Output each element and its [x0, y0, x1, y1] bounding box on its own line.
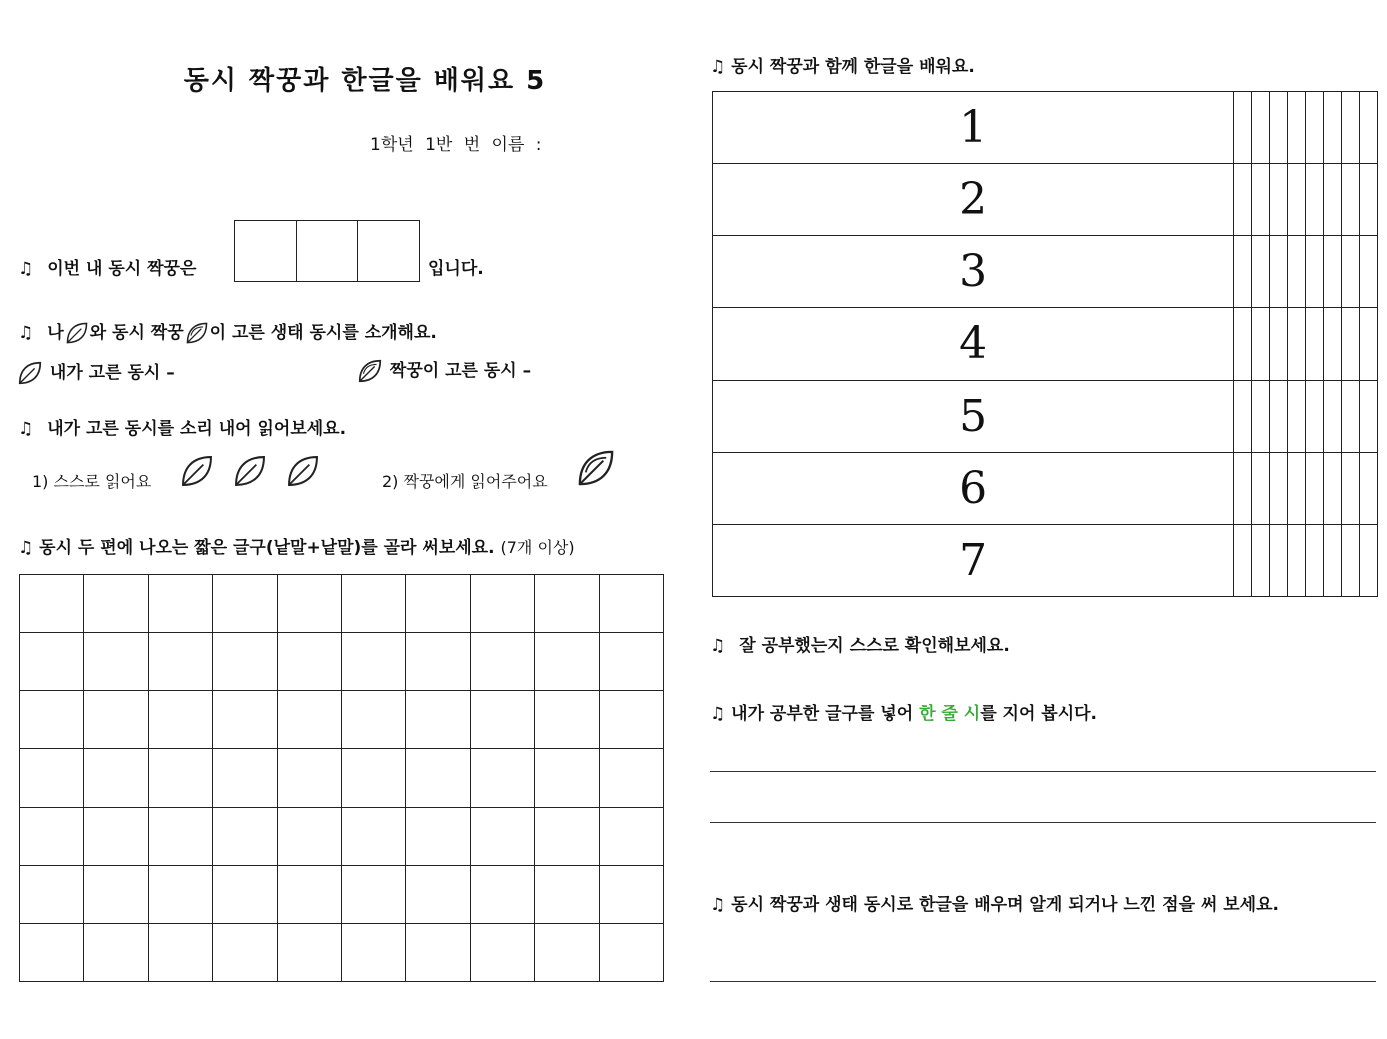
grid-cell[interactable] — [535, 807, 599, 865]
poem-write-line-1[interactable] — [710, 771, 1376, 772]
grid-cell[interactable] — [1252, 164, 1270, 236]
leaf-icon — [16, 359, 44, 387]
grid-cell[interactable] — [1234, 380, 1252, 452]
grid-cell[interactable] — [20, 633, 84, 691]
page-title: 동시 짝꿍과 한글을 배워요 5 — [183, 66, 547, 96]
music-note-icon: ♫ — [18, 259, 34, 279]
grid-cell[interactable] — [470, 865, 534, 923]
grid-cell[interactable] — [20, 749, 84, 807]
grid-cell[interactable] — [277, 807, 341, 865]
music-note-icon: ♫ — [710, 636, 726, 656]
grid-cell[interactable] — [599, 807, 663, 865]
grid-cell[interactable] — [1359, 92, 1377, 164]
grid-cell[interactable] — [341, 865, 405, 923]
music-note-icon: ♫ — [710, 895, 726, 915]
row-number: 1 — [713, 92, 1234, 164]
grid-cell[interactable] — [213, 633, 277, 691]
grid-cell[interactable] — [213, 923, 277, 981]
grid-cell[interactable] — [1306, 452, 1324, 524]
grid-cell[interactable] — [213, 807, 277, 865]
grid-cell[interactable] — [84, 865, 148, 923]
grid-cell[interactable] — [1252, 92, 1270, 164]
grid-cell[interactable] — [1306, 164, 1324, 236]
partner-poem-label — [356, 356, 531, 385]
grid-cell[interactable] — [1306, 380, 1324, 452]
poem-suffix: 를 지어 봅시다. — [980, 704, 1098, 724]
row-number: 5 — [713, 380, 1234, 452]
grid-cell[interactable] — [148, 923, 212, 981]
grid-cell[interactable] — [1342, 308, 1360, 380]
my-poem-text: 내가 고른 동시 – — [49, 363, 175, 383]
self-check-heading — [710, 631, 1010, 656]
intro-line — [18, 318, 437, 346]
grid-cell[interactable] — [1324, 452, 1342, 524]
grid-cell[interactable] — [1288, 92, 1306, 164]
grid-cell[interactable] — [213, 691, 277, 749]
leaf-icon[interactable] — [284, 452, 322, 490]
grid-row — [20, 691, 664, 749]
partner-prefix: 이번 내 동시 짝꿍은 — [47, 259, 197, 279]
grid-cell[interactable] — [1359, 380, 1377, 452]
name-box-2[interactable] — [297, 221, 359, 281]
read-self-leaves[interactable] — [178, 452, 322, 494]
grid-cell[interactable] — [599, 923, 663, 981]
grid-cell[interactable] — [535, 749, 599, 807]
grid-cell[interactable] — [535, 575, 599, 633]
grid-cell[interactable] — [1270, 164, 1288, 236]
grid-cell[interactable] — [1324, 164, 1342, 236]
grid-row — [713, 164, 1378, 236]
grid-cell[interactable] — [599, 865, 663, 923]
partner-name-boxes[interactable] — [234, 220, 420, 282]
grid-title — [710, 52, 975, 77]
grid-cell[interactable] — [148, 807, 212, 865]
grid-cell[interactable] — [1270, 92, 1288, 164]
grid-cell[interactable] — [1359, 164, 1377, 236]
grid-cell[interactable] — [406, 865, 470, 923]
partner-poem-text: 짝꿍이 고른 동시 – — [389, 361, 532, 381]
grid-cell[interactable] — [213, 749, 277, 807]
grid-cell[interactable] — [341, 807, 405, 865]
grid-cell[interactable] — [535, 633, 599, 691]
grid-row — [20, 749, 664, 807]
poem-highlight: 한 줄 시 — [919, 704, 981, 724]
row-number: 7 — [713, 524, 1234, 596]
grid-cell[interactable] — [341, 691, 405, 749]
grid-cell[interactable] — [148, 633, 212, 691]
writing-grid-left[interactable] — [19, 574, 664, 982]
grid-cell[interactable] — [1342, 380, 1360, 452]
write-words-heading — [18, 533, 575, 558]
grid-cell[interactable] — [84, 749, 148, 807]
grid-cell[interactable] — [1252, 236, 1270, 308]
grid-cell[interactable] — [1234, 524, 1252, 596]
reflection-write-line[interactable] — [710, 981, 1376, 982]
grid-cell[interactable] — [84, 807, 148, 865]
grid-cell[interactable] — [148, 691, 212, 749]
class-name-line: 1학년 1반 번 이름 : — [370, 135, 542, 155]
grid-cell[interactable] — [341, 749, 405, 807]
grid-cell[interactable] — [535, 691, 599, 749]
grid-cell[interactable] — [1234, 92, 1252, 164]
self-check-text: 잘 공부했는지 스스로 확인해보세요. — [739, 636, 1010, 656]
grid-cell[interactable] — [1359, 308, 1377, 380]
grid-cell[interactable] — [277, 923, 341, 981]
grid-cell[interactable] — [1270, 524, 1288, 596]
grid-cell[interactable] — [1342, 524, 1360, 596]
leaf-icon — [356, 357, 384, 385]
grid-row — [20, 923, 664, 981]
read-self-label: 1) 스스로 읽어요 — [32, 472, 152, 491]
grid-cell[interactable] — [277, 691, 341, 749]
grid-row — [20, 865, 664, 923]
grid-cell[interactable] — [1359, 452, 1377, 524]
intro-text-c: 이 고른 생태 동시를 소개해요. — [209, 323, 437, 343]
grid-cell[interactable] — [1288, 164, 1306, 236]
grid-cell[interactable] — [1270, 236, 1288, 308]
name-box-1[interactable] — [235, 221, 297, 281]
grid-cell[interactable] — [1324, 524, 1342, 596]
poem-heading — [710, 699, 1097, 724]
grid-cell[interactable] — [470, 923, 534, 981]
grid-cell[interactable] — [213, 865, 277, 923]
grid-cell[interactable] — [148, 865, 212, 923]
grid-cell[interactable] — [1324, 236, 1342, 308]
grid-cell[interactable] — [213, 575, 277, 633]
grid-cell[interactable] — [1270, 452, 1288, 524]
partner-suffix: 입니다. — [428, 259, 484, 279]
grid-cell[interactable] — [277, 633, 341, 691]
grid-cell[interactable] — [1288, 236, 1306, 308]
music-note-icon: ♫ — [710, 57, 726, 77]
grid-cell[interactable] — [20, 923, 84, 981]
grid-cell[interactable] — [1252, 308, 1270, 380]
grid-cell[interactable] — [1252, 524, 1270, 596]
grid-cell[interactable] — [470, 691, 534, 749]
grid-cell[interactable] — [277, 865, 341, 923]
grid-cell[interactable] — [341, 633, 405, 691]
grid-cell[interactable] — [148, 749, 212, 807]
grid-cell[interactable] — [1359, 524, 1377, 596]
grid-cell[interactable] — [20, 807, 84, 865]
grid-title-text: 동시 짝꿍과 함께 한글을 배워요. — [731, 57, 975, 77]
grid-cell[interactable] — [277, 575, 341, 633]
grid-cell[interactable] — [341, 923, 405, 981]
grid-row — [713, 236, 1378, 308]
row-number: 4 — [713, 308, 1234, 380]
row-number: 6 — [713, 452, 1234, 524]
grid-cell[interactable] — [84, 923, 148, 981]
grid-cell[interactable] — [1342, 164, 1360, 236]
grid-cell[interactable] — [1288, 524, 1306, 596]
grid-cell[interactable] — [599, 691, 663, 749]
write-words-note: (7개 이상) — [500, 538, 575, 557]
grid-cell[interactable] — [1270, 308, 1288, 380]
grid-row — [20, 633, 664, 691]
grid-cell[interactable] — [470, 575, 534, 633]
grid-row — [20, 575, 664, 633]
leaf-icon[interactable] — [231, 452, 269, 490]
grid-row — [713, 452, 1378, 524]
grid-cell[interactable] — [1324, 92, 1342, 164]
row-number: 3 — [713, 236, 1234, 308]
grid-cell[interactable] — [1234, 164, 1252, 236]
grid-cell[interactable] — [535, 923, 599, 981]
grid-cell[interactable] — [148, 575, 212, 633]
read-partner-label: 2) 짝꿍에게 읽어주어요 — [382, 472, 548, 491]
grid-cell[interactable] — [1359, 236, 1377, 308]
intro-text-a: 나 — [47, 323, 64, 343]
grid-cell[interactable] — [406, 691, 470, 749]
grid-cell[interactable] — [1288, 452, 1306, 524]
partner-line — [18, 254, 196, 279]
writing-grid-right[interactable] — [712, 91, 1378, 597]
music-note-icon: ♫ — [18, 538, 34, 558]
grid-cell[interactable] — [20, 691, 84, 749]
grid-row — [713, 92, 1378, 164]
grid-cell[interactable] — [1306, 92, 1324, 164]
grid-cell[interactable] — [20, 865, 84, 923]
grid-cell[interactable] — [1252, 380, 1270, 452]
grid-cell[interactable] — [470, 633, 534, 691]
grid-cell[interactable] — [20, 575, 84, 633]
music-note-icon: ♫ — [710, 704, 726, 724]
grid-cell[interactable] — [406, 923, 470, 981]
my-poem-label — [16, 358, 175, 387]
grid-cell[interactable] — [1342, 92, 1360, 164]
grid-cell[interactable] — [1288, 308, 1306, 380]
grid-cell[interactable] — [406, 807, 470, 865]
grid-cell[interactable] — [470, 807, 534, 865]
grid-row — [713, 524, 1378, 596]
read-aloud-text: 내가 고른 동시를 소리 내어 읽어보세요. — [47, 419, 347, 439]
grid-cell[interactable] — [1324, 308, 1342, 380]
grid-cell[interactable] — [599, 633, 663, 691]
reflection-heading — [710, 890, 1279, 915]
grid-cell[interactable] — [406, 633, 470, 691]
grid-cell[interactable] — [1342, 452, 1360, 524]
leaf-icon — [64, 320, 90, 346]
leaf-icon — [184, 320, 210, 346]
intro-text-b: 와 동시 짝꿍 — [89, 323, 184, 343]
grid-cell[interactable] — [1252, 452, 1270, 524]
grid-cell[interactable] — [341, 575, 405, 633]
grid-cell[interactable] — [535, 865, 599, 923]
music-note-icon: ♫ — [18, 323, 34, 343]
poem-write-line-2[interactable] — [710, 822, 1376, 823]
grid-cell[interactable] — [470, 749, 534, 807]
grid-cell[interactable] — [1342, 236, 1360, 308]
grid-cell[interactable] — [406, 575, 470, 633]
grid-cell[interactable] — [599, 749, 663, 807]
row-number: 2 — [713, 164, 1234, 236]
grid-cell[interactable] — [1234, 308, 1252, 380]
grid-row — [20, 807, 664, 865]
leaf-icon[interactable] — [574, 446, 618, 490]
grid-cell[interactable] — [1234, 452, 1252, 524]
grid-cell[interactable] — [84, 691, 148, 749]
reflection-text: 동시 짝꿍과 생태 동시로 한글을 배우며 알게 되거나 느낀 점을 써 보세요. — [731, 895, 1279, 915]
grid-cell[interactable] — [1306, 308, 1324, 380]
grid-cell[interactable] — [1270, 380, 1288, 452]
grid-cell[interactable] — [1306, 524, 1324, 596]
grid-cell[interactable] — [277, 749, 341, 807]
grid-cell[interactable] — [1234, 236, 1252, 308]
grid-cell[interactable] — [1288, 380, 1306, 452]
grid-row — [713, 308, 1378, 380]
grid-cell[interactable] — [406, 749, 470, 807]
poem-prefix: 내가 공부한 글구를 넣어 — [731, 704, 914, 724]
grid-cell[interactable] — [1324, 380, 1342, 452]
write-words-text: 동시 두 편에 나오는 짧은 글구(낱말+낱말)를 골라 써보세요. — [39, 538, 495, 558]
music-note-icon: ♫ — [18, 419, 34, 439]
leaf-icon[interactable] — [178, 452, 216, 490]
grid-cell[interactable] — [84, 633, 148, 691]
grid-cell[interactable] — [599, 575, 663, 633]
grid-row — [713, 380, 1378, 452]
grid-cell[interactable] — [84, 575, 148, 633]
name-box-3[interactable] — [358, 221, 419, 281]
read-partner-leaf[interactable] — [574, 446, 618, 494]
read-aloud-heading — [18, 414, 346, 439]
grid-cell[interactable] — [1306, 236, 1324, 308]
